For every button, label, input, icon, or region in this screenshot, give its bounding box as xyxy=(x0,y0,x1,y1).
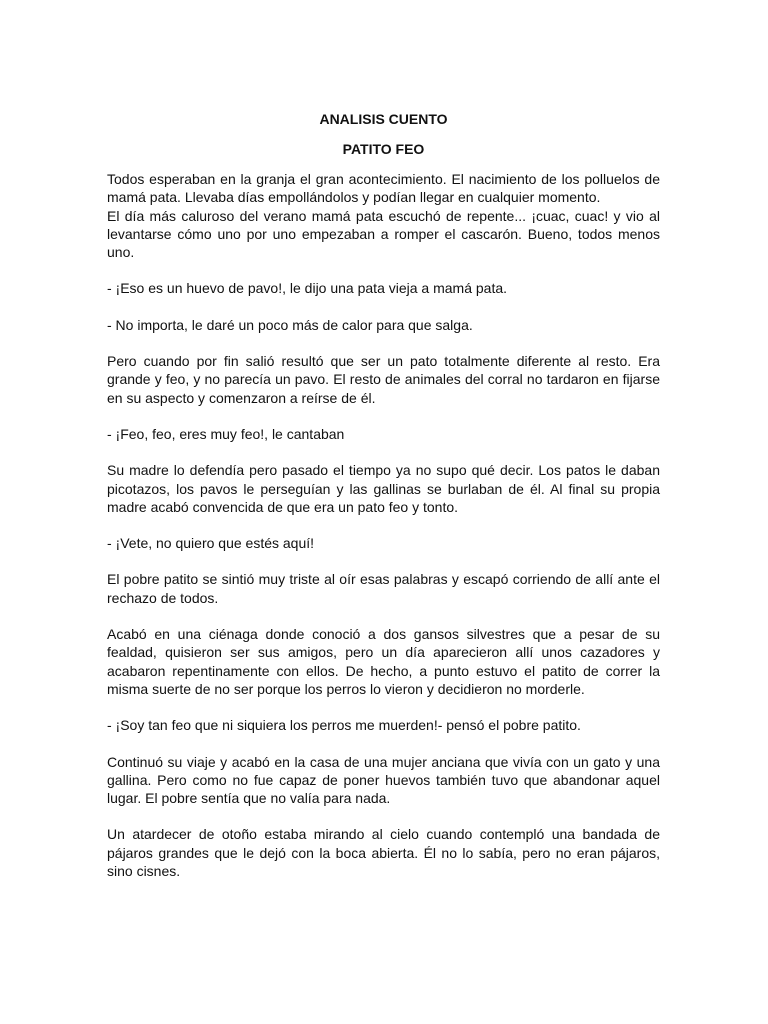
paragraph-13: Un atardecer de otoño estaba mirando al cielo cuando contempló una bandada de pájaros grandes que le dejó con la boca abierta. Él no lo sabía, pero no eran pájaros, sino cisnes. xyxy=(107,826,660,880)
paragraph-2: El día más caluroso del verano mamá pata escuchó de repente... ¡cuac, cuac! y vio al levantarse cómo uno por uno empezaban a romper el cascarón. Bueno, todos menos uno. xyxy=(107,207,660,261)
paragraph-9: El pobre patito se sintió muy triste al oír esas palabras y escapó corriendo de allí ante el rechazo de todos. xyxy=(107,571,660,606)
paragraph-5: Pero cuando por fin salió resultó que ser un pato totalmente diferente al resto. Era grande y feo, y no parecía un pavo. El resto de animales del corral no tardaron en fijarse en su aspecto y comenzaron a reírse de él. xyxy=(107,353,660,406)
document-title: ANALISIS CUENTO xyxy=(319,111,448,127)
paragraph-8: - ¡Vete, no quiero que estés aquí! xyxy=(107,535,315,552)
document-subtitle: PATITO FEO xyxy=(342,141,425,157)
paragraph-3: - ¡Eso es un huevo de pavo!, le dijo una pata vieja a mamá pata. xyxy=(107,280,508,297)
document-page xyxy=(107,110,660,898)
paragraph-7: Su madre lo defendía pero pasado el tiempo ya no supo qué decir. Los patos le daban picotazos, los pavos le perseguían y las gallinas se burlaban de él. Al final su propia madre acabó convencida de que era un pato feo y tonto. xyxy=(107,462,660,515)
paragraph-4: - No importa, le daré un poco más de calor para que salga. xyxy=(107,316,473,333)
paragraph-12: Continuó su viaje y acabó en la casa de una mujer anciana que vivía con un gato y una gallina. Pero como no fue capaz de poner huevos también tuvo que abandonar aquel lugar. El pobre sentía que no valía para nada. xyxy=(107,753,660,807)
paragraph-11: - ¡Soy tan feo que ni siquiera los perros me muerden!- pensó el pobre patito. xyxy=(107,717,581,734)
paragraph-10: Acabó en una ciénaga donde conoció a dos gansos silvestres que a pesar de su fealdad, quisieron ser sus amigos, pero un día aparecieron allí unos cazadores y acabaron repentinamente con ellos. De hecho, a punto estuvo el patito de correr la misma suerte de no ser porque los perros lo vieron y decidieron no morderle. xyxy=(107,626,660,697)
paragraph-1: Todos esperaban en la granja el gran acontecimiento. El nacimiento de los polluelos de mamá pata. Llevaba días empollándolos y podían llegar en cualquier momento. xyxy=(107,171,660,206)
paragraph-6: - ¡Feo, feo, eres muy feo!, le cantaban xyxy=(107,425,345,442)
